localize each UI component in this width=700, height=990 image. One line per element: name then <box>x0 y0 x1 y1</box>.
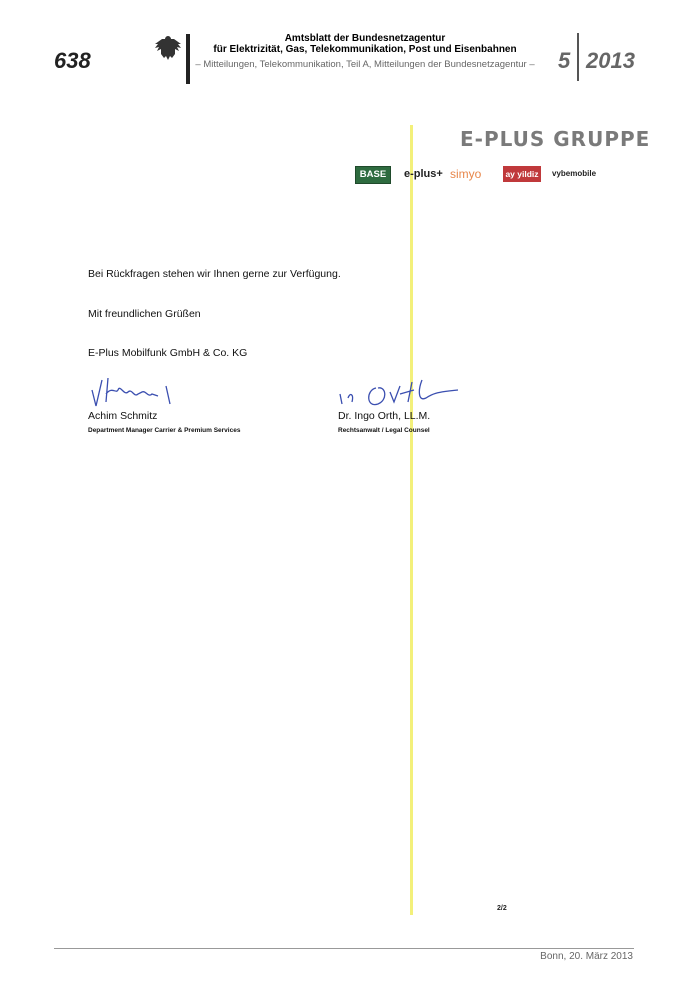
eplus-logo: e-plus+ <box>404 168 443 180</box>
brand-title: E-PLUS GRUPPE <box>460 127 651 151</box>
footer-rule <box>54 948 634 949</box>
issue-divider <box>577 33 579 81</box>
issue-year: 2013 <box>586 48 635 73</box>
gazette-section: – Mitteilungen, Telekommunikation, Teil A, Mitteilungen der Bundesnetzagentur – <box>195 59 535 70</box>
letter-page-indicator: 2/2 <box>497 905 507 912</box>
vybemobile-logo: vybemobile <box>552 169 597 178</box>
signature-left <box>88 372 208 414</box>
simyo-logo: simyo <box>450 167 482 181</box>
federal-eagle-icon <box>152 32 184 64</box>
greeting: Mit freundlichen Grüßen <box>88 308 201 320</box>
issue-number: 5 <box>558 48 571 73</box>
base-logo: BASE <box>355 166 391 184</box>
gazette-subtitle: für Elektrizität, Gas, Telekommunikation, Post und Eisenbahnen <box>213 44 517 55</box>
page-number: 638 <box>54 48 91 73</box>
footer-date: Bonn, 20. März 2013 <box>540 951 633 962</box>
signatory-title-right: Rechtsanwalt / Legal Counsel <box>338 427 430 434</box>
gazette-title: Amtsblatt der Bundesnetzagentur <box>284 33 446 44</box>
signature-right <box>336 372 462 414</box>
signatory-name-right: Dr. Ingo Orth, LL.M. <box>338 410 431 422</box>
company-name: E-Plus Mobilfunk GmbH & Co. KG <box>88 347 248 359</box>
scan-artifact-line <box>410 125 413 915</box>
closing-questions: Bei Rückfragen stehen wir Ihnen gerne zur Verfügung. <box>88 268 341 280</box>
ayyildiz-logo: ay yildiz <box>503 166 541 182</box>
signatory-name-left: Achim Schmitz <box>88 410 158 422</box>
signatory-title-left: Department Manager Carrier & Premium Services <box>88 427 241 434</box>
